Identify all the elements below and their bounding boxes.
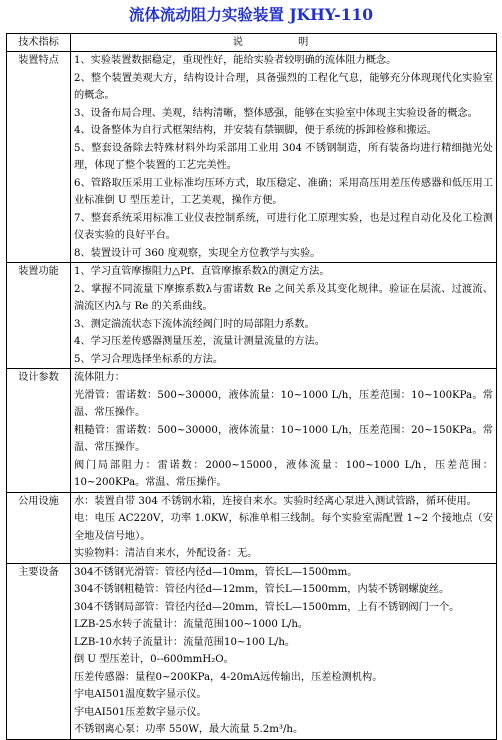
utility-line: 电：电压 AC220V，功率 1.0KW，标准单相三线制。每个实验室需配置 1~2 个接地点（安全地及信号地）。: [74, 513, 493, 542]
equipment-line: LZB-25水转子流量计：流量范围100~1000 L/h。: [74, 619, 309, 630]
table-row: [7, 52, 497, 263]
table-row: [7, 369, 497, 493]
feature-line: 7、整套系统采用标准工业仪表控制系统，可进行化工原理实验，也是过程自动化及化工检测仪表实验的良好平台。: [74, 212, 493, 241]
row-label-features: 装置特点: [7, 52, 71, 263]
table-row: [7, 263, 497, 369]
feature-line: 6、管路取压采用工业标准均压环方式，取压稳定、准确；采用高压用差压传感器和低压用工业标准倒 U 型压差计，工艺美观，操作方便。: [74, 177, 493, 206]
feature-line: 3、设备布局合理、美观，结构清晰，整体感强，能够在实验室中体现主实验设备的概念。: [74, 107, 478, 119]
row-content-features: [71, 52, 497, 263]
function-line: 4、学习压差传感器测量压差，流量计测量流量的方法。: [74, 336, 325, 347]
parameter-line: 光滑管：雷诺数：500~30000，液体流量：10~1000 L/h，压差范围：10~100KPa。常温、常压操作。: [74, 389, 493, 418]
feature-line: 2、整个装置美观大方，结构设计合理，具备强烈的工程化气息，能够充分体现现代化实验室的概念。: [74, 72, 493, 101]
row-content-functions: [71, 263, 497, 369]
equipment-line: 宇电AI501温度数字显示仪。: [74, 689, 207, 700]
feature-line: 8、装置设计可 360 度观察，实现全方位教学与实验。: [74, 247, 321, 259]
parameter-line: 粗糙管：雷诺数：500~30000，液体流量：10~1000 L/h，压差范围：20~150KPa。常温、常压操作。: [74, 424, 493, 453]
table-row: [7, 492, 497, 563]
equipment-line: 304不锈钢光滑管：管径内径d—10mm，管长L—1500mm。: [74, 566, 358, 578]
equipment-line: 宇电AI501压差数字显示仪。: [74, 706, 207, 718]
row-label-equipment: 主要设备: [7, 563, 71, 739]
feature-line: 4、设备整体为自行式框架结构，并安装有禁锢脚，便于系统的拆卸检修和搬运。: [74, 125, 438, 136]
equipment-line: 不锈钢离心泵：功率 550W，最大流量 5.2m³/h。: [74, 724, 304, 735]
row-content-utilities: [71, 492, 497, 563]
feature-line: 1、实验装置数据稳定，重现性好，能给实验者较明确的流体阻力概念。: [74, 55, 397, 66]
row-label-utilities: 公用设施: [7, 492, 71, 563]
function-line: 3、测定湍流状态下流体流经阀门时的局部阻力系数。: [74, 318, 315, 330]
function-line: 2、掌握不同流量下摩擦系数λ与雷诺数 Re 之间关系及其变化规律。验证在层流、过渡流、湍流区内λ与 Re 的关系曲线。: [74, 283, 493, 312]
feature-line: 5、整套设备除去特殊材料外均采部用工业用 304 不锈钢制造，所有装备均进行精细抛光处理，体现了整个装置的工艺完美性。: [74, 142, 493, 171]
row-content-equipment: [71, 563, 497, 739]
equipment-line: 倒 U 型压差计，0--600mmH₂O。: [74, 654, 234, 665]
function-line: 5、学习合理选择坐标系的方法。: [74, 353, 224, 365]
table-row: [7, 563, 497, 739]
utility-line: 实验物料：清洁自来水，外配设备：无。: [74, 548, 258, 559]
page-title: 流体流动阻力实验装置 JKHY-110: [128, 5, 374, 24]
spec-table: [6, 33, 497, 740]
utility-line: 水：装置自带 304 不锈钢水箱，连接自来水。实验时经离心泵进入测试管路，循环使用。: [74, 495, 477, 507]
parameter-line: 阀门局部阻力：雷诺数：2000~15000，液体流量：100~1000 L/h，压差范围：10~200KPa。常温、常压操作。: [74, 459, 493, 488]
equipment-line: 压差传感器：量程0~200KPa，4-20mA远传输出，压差检测机构。: [74, 671, 383, 683]
header-tech-index: 技术指标: [7, 34, 71, 52]
row-label-functions: 装置功能: [7, 263, 71, 369]
row-label-parameters: 设计参数: [7, 369, 71, 493]
equipment-line: LZB-10水转子流量计：流量范围10~100 L/h。: [74, 636, 296, 648]
header-description: 说 明: [71, 34, 497, 52]
function-line: 1、学习直管摩擦阻力△Pf、直管摩擦系数λ的测定方法。: [74, 266, 330, 277]
equipment-line: 304不锈钢粗糙管：管径内径d—12mm，管长L—1500mm，内装不锈钢螺旋丝。: [74, 584, 450, 595]
row-content-parameters: [71, 369, 497, 493]
parameter-line: 流体阻力：: [74, 372, 125, 383]
equipment-line: 304不锈钢局部管：管径内径d—20mm，管长L—1500mm，上有不锈钢阀门一个。: [74, 601, 460, 613]
table-header-row: [7, 34, 497, 52]
